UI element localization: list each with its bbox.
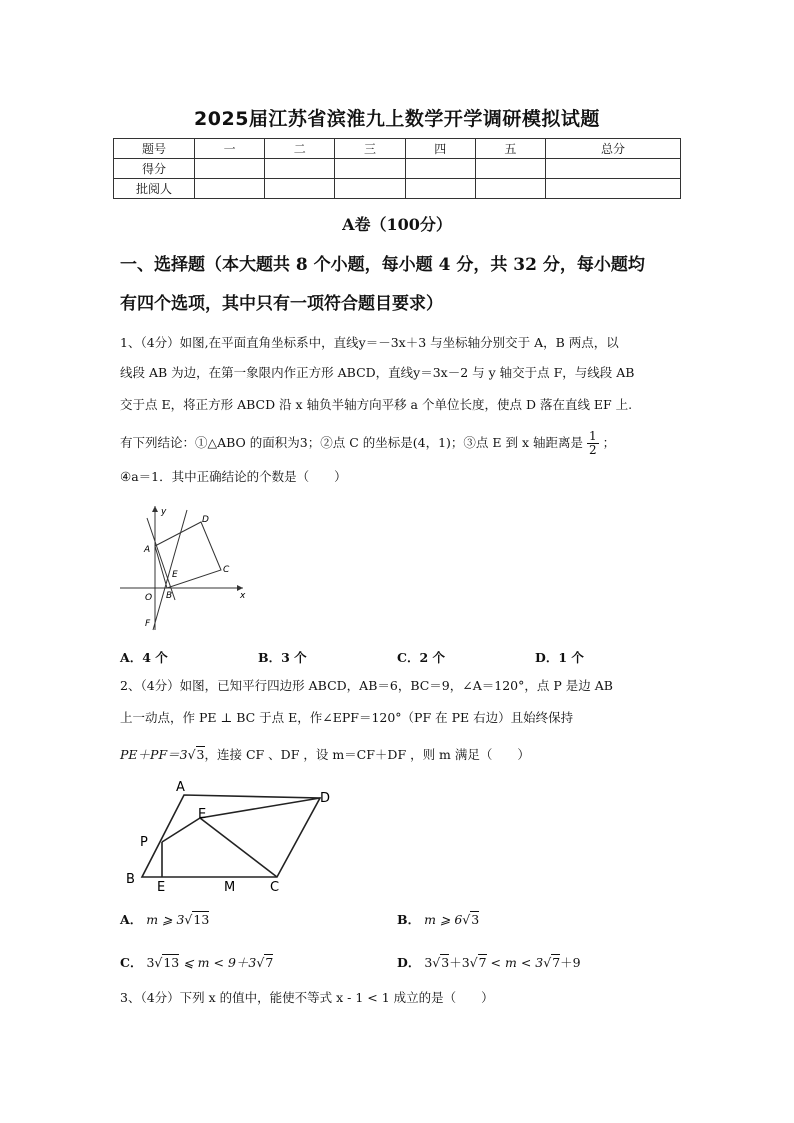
sqrt-radicand: 3	[471, 912, 480, 927]
label-y: y	[161, 507, 167, 517]
label-c: C	[223, 565, 230, 575]
option-label: A．	[120, 912, 143, 927]
q1-line5: ④a＝1．其中正确结论的个数是（ ）	[120, 469, 347, 484]
q2-option-d[interactable]: D． 3√3＋3√7 < m < 3√7＋9	[397, 955, 581, 970]
square-abcd	[155, 522, 221, 588]
option-text: < m < 3	[486, 955, 544, 970]
q1-line4	[120, 428, 680, 458]
table-cell[interactable]	[475, 159, 545, 179]
q1-line3: 交于点 E，将正方形 ABCD 沿 x 轴负半轴方向平移 a 个单位长度，使点 D 落在直线 EF 上.	[120, 397, 633, 412]
table-cell[interactable]	[265, 179, 335, 199]
label-x: x	[240, 591, 246, 601]
option-text: 3	[146, 955, 155, 970]
table-cell: 三	[335, 139, 405, 159]
table-cell: 总分	[546, 139, 681, 159]
option-label: D．	[397, 955, 421, 970]
q1-line2: 线段 AB 为边，在第一象限内作正方形 ABCD，直线y＝3x－2 与 y 轴交于点 F，与线段 AB	[120, 365, 635, 380]
score-table	[113, 138, 681, 199]
option-text: ＋9	[560, 955, 581, 970]
q1-option-a[interactable]: A．4 个	[120, 650, 168, 665]
part-one-heading-line2: 有四个选项，其中只有一项符合题目要求）	[120, 294, 443, 314]
option-text: 3	[424, 955, 433, 970]
table-row	[114, 159, 681, 179]
sqrt-radicand: 7	[552, 955, 561, 970]
segment-fd	[200, 798, 320, 818]
table-cell[interactable]	[546, 179, 681, 199]
label-o: O	[145, 593, 153, 603]
table-cell: 批阅人	[114, 179, 195, 199]
sqrt-radicand: 3	[441, 955, 450, 970]
q2-line3-formula: PE＋PF＝3	[120, 747, 188, 762]
label-b: B	[126, 872, 135, 887]
q1-option-d[interactable]: D．1 个	[535, 650, 584, 665]
table-cell: 四	[405, 139, 475, 159]
q3-line1: 3、（4分）下列 x 的值中，能使不等式 x - 1 < 1 成立的是（ ）	[120, 990, 494, 1005]
section-a-heading: A卷（100分）	[342, 215, 452, 234]
q1-line4-end: ；	[602, 435, 616, 450]
table-cell: 五	[475, 139, 545, 159]
label-f: E	[198, 807, 207, 822]
q1-line1: 1、（4分）如图,在平面直角坐标系中，直线y＝－3x＋3 与坐标轴分别交于 A，B 两点，以	[120, 335, 619, 350]
sqrt-radicand: 7	[478, 955, 487, 970]
page-title: 2025届江苏省滨淮九上数学开学调研模拟试题	[194, 108, 600, 130]
q2-option-a[interactable]: A． m ⩾ 3√13	[120, 912, 210, 927]
table-cell[interactable]	[546, 159, 681, 179]
q2-line1: 2、（4分）如图，已知平行四边形 ABCD，AB＝6，BC＝9，∠A＝120°，点 P 是边 AB	[120, 678, 613, 693]
table-cell[interactable]	[335, 179, 405, 199]
sqrt-radicand: 13	[193, 912, 210, 927]
q2-option-b[interactable]: B． m ⩾ 6√3	[397, 912, 480, 927]
line-ef	[153, 510, 187, 630]
fraction-denominator: 2	[588, 443, 597, 457]
sqrt-radicand: 7	[265, 955, 274, 970]
parallelogram-abcd	[142, 795, 320, 877]
table-cell[interactable]	[265, 159, 335, 179]
q2-figure	[120, 780, 340, 895]
label-e: E	[157, 880, 166, 895]
segment-pf	[162, 818, 200, 842]
table-cell: 二	[265, 139, 335, 159]
sqrt-radicand: 13	[163, 955, 180, 970]
option-text: m ⩾ 3	[146, 912, 185, 927]
table-cell[interactable]	[475, 179, 545, 199]
table-cell: 一	[195, 139, 265, 159]
fraction-numerator: 1	[588, 429, 597, 443]
fraction-one-half	[587, 430, 599, 457]
q2-line3-rest: ，连接 CF 、DF ，设 m＝CF＋DF ，则 m 满足（ ）	[204, 747, 530, 762]
table-cell[interactable]	[195, 159, 265, 179]
segment-fc	[200, 818, 277, 877]
q2-line3: PE＋PF＝3√3，连接 CF 、DF ，设 m＝CF＋DF ，则 m 满足（ ）	[120, 747, 530, 762]
q2-option-c[interactable]: C． 3√13 ⩽ m < 9＋3√7	[120, 955, 274, 970]
table-cell[interactable]	[335, 159, 405, 179]
label-f: F	[145, 619, 151, 629]
q1-option-b[interactable]: B．3 个	[258, 650, 307, 665]
q1-option-c[interactable]: C．2 个	[397, 650, 445, 665]
table-cell[interactable]	[405, 159, 475, 179]
label-d: D	[320, 791, 331, 806]
option-text: m ⩾ 6	[424, 912, 463, 927]
score-table-header	[114, 139, 681, 159]
label-a: A	[176, 780, 185, 795]
table-row	[114, 179, 681, 199]
table-cell: 得分	[114, 159, 195, 179]
option-text: ⩽ m < 9＋3	[179, 955, 257, 970]
label-e: E	[172, 570, 178, 580]
option-label: C．	[120, 955, 143, 970]
option-label: B．	[397, 912, 421, 927]
table-cell: 题号	[114, 139, 195, 159]
table-cell[interactable]	[195, 179, 265, 199]
q1-figure	[115, 500, 250, 635]
q2-line2: 上一动点，作 PE ⊥ BC 于点 E，作∠EPF＝120°（PF 在 PE 右边）且始终保持	[120, 710, 574, 725]
sqrt-radicand: 3	[196, 747, 205, 762]
label-m: M	[224, 880, 236, 895]
label-a: A	[144, 545, 151, 555]
label-p: P	[140, 835, 148, 850]
option-text: ＋3	[449, 955, 470, 970]
label-b: B	[166, 591, 173, 601]
part-one-heading-line1: 一、选择题（本大题共 8 个小题，每小题 4 分，共 32 分，每小题均	[120, 255, 645, 275]
y-axis-arrow	[152, 506, 158, 512]
label-c: C	[270, 880, 280, 895]
q1-line4-text: 有下列结论：①△ABO 的面积为3；②点 C 的坐标是(4，1)；③点 E 到 x 轴距离是	[120, 435, 583, 450]
table-cell[interactable]	[405, 179, 475, 199]
label-d: D	[202, 515, 209, 525]
